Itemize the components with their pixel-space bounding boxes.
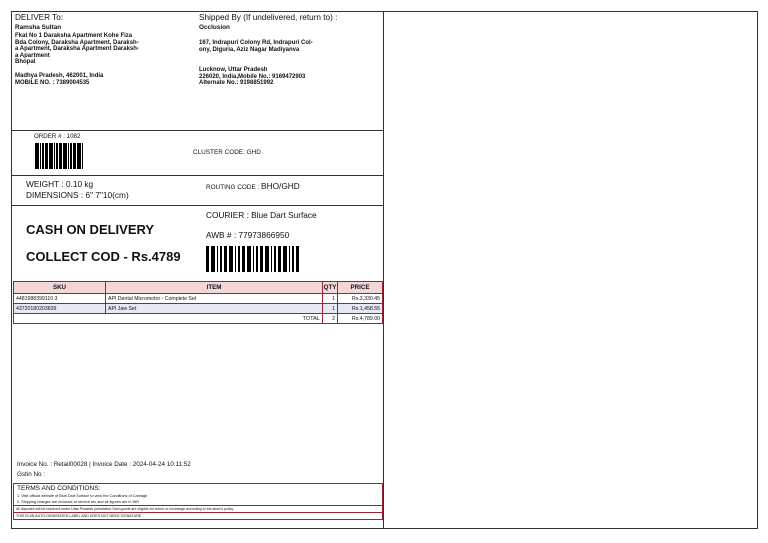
column-header-qty: QTY	[323, 282, 338, 294]
barcode-bar	[211, 246, 215, 272]
barcode-bar	[77, 143, 81, 169]
barcode-bar	[265, 246, 269, 272]
barcode-bar	[283, 246, 287, 272]
package-section	[11, 176, 384, 206]
terms-section	[13, 483, 383, 520]
invoice-number-date: Invoice No. : Retail00028 | Invoice Date : 2024-04-24 10:11:52	[17, 461, 191, 468]
sku-cell: 4481988399110 3	[14, 294, 106, 304]
barcode-bar	[217, 246, 218, 272]
column-header-sku: SKU	[14, 282, 106, 294]
address-line: Fkat No 1 Daraksha Apartment Kohe Fiza	[15, 33, 133, 39]
shipper-alternate-number: Alternate No.: 9198851992	[199, 80, 274, 87]
shipped-by-block	[199, 13, 381, 87]
payment-section	[11, 206, 384, 280]
shipping-label	[11, 11, 384, 529]
address-line: Lucknow, Uttar Pradesh	[199, 67, 268, 74]
shipped-by-heading: Shipped By (If undelivered, return to) :	[199, 13, 338, 22]
barcode-bar	[54, 143, 55, 169]
package-weight: WEIGHT : 0.10 kg	[26, 179, 94, 189]
barcode-bar	[229, 246, 233, 272]
table-header-row	[14, 282, 383, 294]
shipper-name: Occlusion	[199, 24, 230, 31]
terms-item: 2. Shipping charges are inclusive of service tax and all figures are in INR.	[17, 500, 141, 504]
barcode-bar	[49, 143, 53, 169]
sku-cell: 43720180203839	[14, 304, 106, 314]
shipper-address	[199, 33, 381, 87]
barcode-bar	[242, 246, 245, 272]
barcode-bar	[289, 246, 290, 272]
auto-generated-note: THIS IS AN AUTO-GENERATED LABEL AND DOES NOT NEED SIGNATURE.	[14, 512, 382, 519]
barcode-bar	[271, 246, 272, 272]
total-price: Rs.4,789.00	[338, 314, 383, 324]
qty-cell: 1	[323, 294, 338, 304]
table-row	[14, 294, 383, 304]
address-line: Madhya Pradesh, 462001, India	[15, 72, 104, 79]
barcode-bar	[45, 143, 48, 169]
payment-mode: CASH ON DELIVERY	[26, 222, 155, 237]
barcode-bar	[296, 246, 299, 272]
column-header-item: ITEM	[106, 282, 323, 294]
total-qty: 2	[323, 314, 338, 324]
barcode-bar	[70, 143, 72, 169]
item-cell: API Jaw Set	[106, 304, 323, 314]
barcode-bar	[278, 246, 281, 272]
address-line: a Apartment, Daraksha Apartment Daraksh-	[15, 46, 139, 53]
barcode-bar	[253, 246, 254, 272]
item-cell: API Dental Micromotor - Complete Set	[106, 294, 323, 304]
address-line: Bda Colony, Daraksha Apartment, Daraksh-	[15, 39, 139, 46]
terms-item: 1. Visit official website of Blue Dart Surface to view the Conditions of Carriage.	[17, 494, 149, 498]
routing-code	[206, 181, 300, 191]
total-label: TOTAL	[14, 314, 323, 324]
routing-code-value: BHO/GHD	[261, 181, 300, 191]
barcode-bar	[238, 246, 240, 272]
address-line: a Apartment	[15, 52, 50, 59]
courier-name: COURIER : Blue Dart Surface	[206, 210, 317, 220]
barcode-bar	[260, 246, 263, 272]
recipient-address	[15, 33, 197, 86]
column-header-price: PRICE	[338, 282, 383, 294]
barcode-bar	[56, 143, 58, 169]
barcode-bar	[68, 143, 69, 169]
address-line: 167, Indrapuri Colony Rd, Indrapuri Col-	[199, 40, 313, 46]
recipient-mobile: MOBILE NO. : 7389004535	[15, 79, 90, 86]
gstin-number: Gstin No :	[17, 471, 45, 478]
deliver-to-heading: DELIVER To:	[15, 13, 64, 22]
barcode-bar	[256, 246, 258, 272]
barcode-bar	[220, 246, 222, 272]
barcode-bar	[247, 246, 251, 272]
barcode-bar	[224, 246, 227, 272]
cod-amount: COLLECT COD - Rs.4789	[26, 249, 181, 264]
address-section	[11, 11, 384, 131]
awb-number: AWB # : 77973866950	[206, 230, 290, 240]
qty-cell: 1	[323, 304, 338, 314]
barcode-bar	[35, 143, 39, 169]
address-line: Bhopal	[15, 59, 36, 66]
order-barcode	[35, 143, 85, 169]
price-cell: Rs.3,330.45	[338, 294, 383, 304]
cluster-code: CLUSTER CODE: GHD	[193, 149, 261, 156]
price-cell: Rs.1,458.55	[338, 304, 383, 314]
package-dimensions: DIMENSIONS : 6" 7"10(cm)	[26, 190, 129, 200]
weight-dimensions	[26, 179, 129, 201]
barcode-bar	[82, 143, 83, 169]
address-line: ony, Diguria, Aziz Nagar Madiyanva	[199, 46, 300, 53]
barcode-bar	[63, 143, 67, 169]
order-section	[11, 131, 384, 176]
jurisdiction-note: All disputes will be resolved under Uttar Pradesh jurisdiction.Sold goods are eligible for return or exchange according to the store's policy.	[14, 505, 382, 512]
barcode-bar	[42, 143, 44, 169]
barcode-bar	[235, 246, 236, 272]
order-number: ORDER # : 1082	[34, 133, 81, 140]
items-table	[13, 281, 383, 324]
total-row	[14, 314, 383, 324]
deliver-to-block	[15, 13, 197, 86]
barcode-bar	[40, 143, 41, 169]
recipient-name: Ramsha Sultan	[15, 24, 62, 31]
barcode-bar	[274, 246, 276, 272]
routing-code-label: ROUTING CODE :	[206, 184, 260, 191]
barcode-bar	[73, 143, 76, 169]
barcode-bar	[59, 143, 62, 169]
awb-barcode	[206, 246, 303, 272]
address-line: 226020, India,Mobile No.: 9169472903	[199, 73, 306, 80]
terms-title: TERMS AND CONDITIONS:	[17, 485, 101, 492]
barcode-bar	[206, 246, 209, 272]
barcode-bar	[292, 246, 294, 272]
table-row	[14, 304, 383, 314]
invoice-info	[17, 460, 191, 480]
